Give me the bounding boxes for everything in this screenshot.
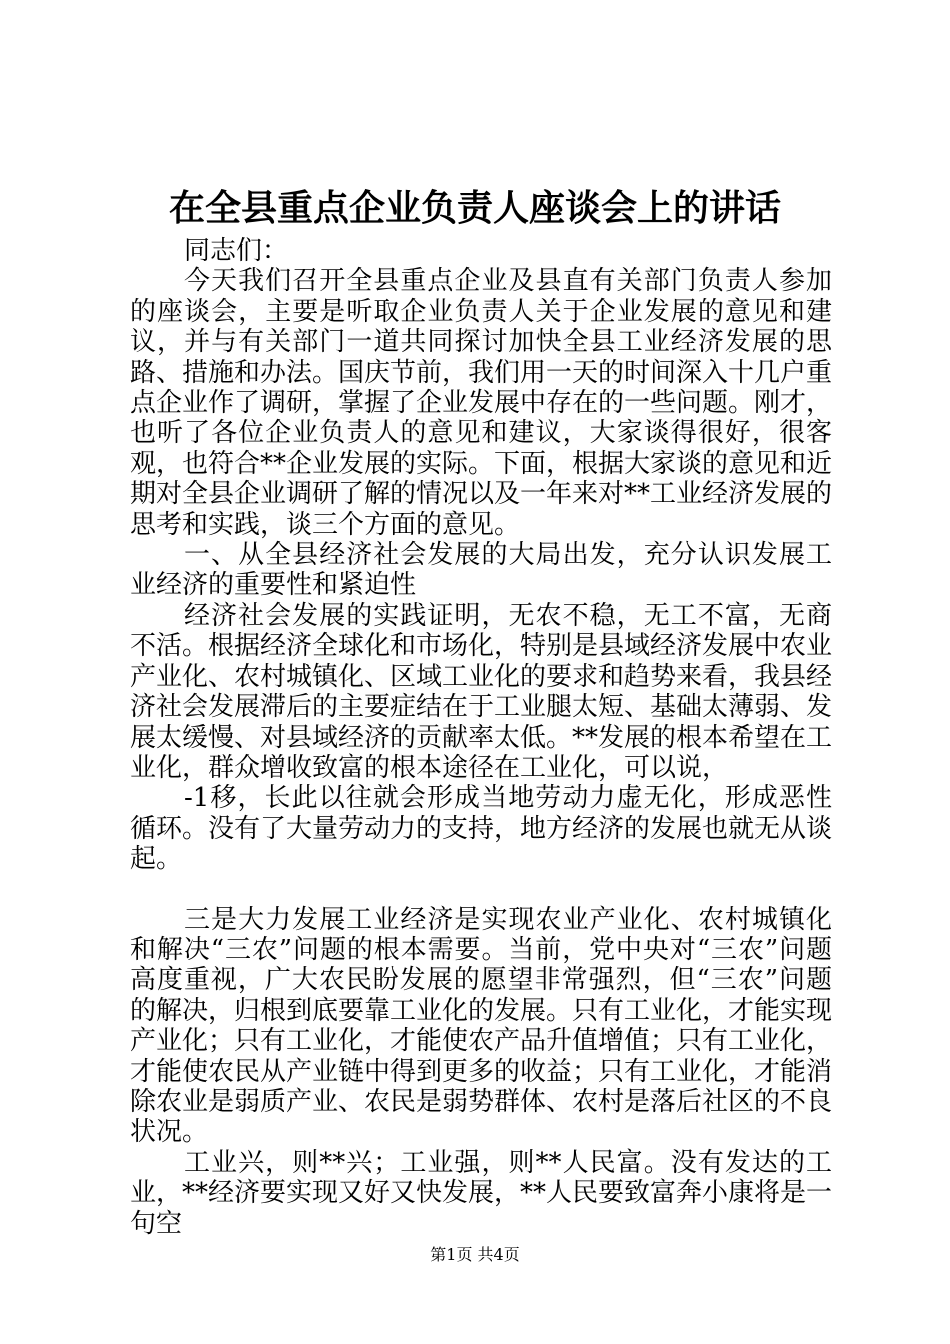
document-body — [130, 236, 832, 1239]
section-heading-one: 一、从全县经济社会发展的大局出发，充分认识发展工业经济的重要性和紧迫性 — [130, 540, 832, 601]
paragraph-practice: 经济社会发展的实践证明，无农不稳，无工不富，无商不活。根据经济全球化和市场化，特别是县域经济发展中农业产业化、农村城镇化、区域工业化的要求和趋势来看，我县经济社会发展滞后的主要症结在于工业腿太短、基础太薄弱、发展太缓慢、对县域经济的贡献率太低。**发展的根本希望在工业化，群众增收致富的根本途径在工业化，可以说， — [130, 600, 833, 783]
document-title: 在全县重点企业负责人座谈会上的讲话 — [168, 188, 781, 229]
salutation: 同志们： — [184, 236, 289, 266]
paragraph-point-three: 三是大力发展工业经济是实现农业产业化、农村城镇化和解决“三农”问题的根本需要。当前，党中央对“三农”问题高度重视，广大农民盼发展的愿望非常强烈，但“三农”问题的解决，归根到底要靠工业化的发展。只有工业化，才能实现产业化；只有工业化，才能使农产品升值增值；只有工业化，才能使农民从产业链中得到更多的收益；只有工业化，才能消除农业是弱质产业、农民是弱势群体、农村是落后社区的不良状况。 — [130, 904, 833, 1148]
paragraph-labor: -1移，长此以往就会形成当地劳动力虚无化，形成恶性循环。没有了大量劳动力的支持，地方经济的发展也就无从谈起。 — [130, 783, 833, 875]
paragraph-gap — [130, 875, 832, 905]
page-number: 第1页 共4页 — [430, 1245, 520, 1264]
paragraph-industry: 工业兴，则**兴；工业强，则**人民富。没有发达的工业，**经济要实现又好又快发展，**人民要致富奔小康将是一句空 — [130, 1147, 833, 1239]
paragraph-intro: 今天我们召开全县重点企业及县直有关部门负责人参加的座谈会，主要是听取企业负责人关于企业发展的意见和建议，并与有关部门一道共同探讨加快全县工业经济发展的思路、措施和办法。国庆节前，我们用一天的时间深入十几户重点企业作了调研，掌握了企业发展中存在的一些问题。刚才，也听了各位企业负责人的意见和建议，大家谈得很好，很客观，也符合**企业发展的实际。下面，根据大家谈的意见和近期对全县企业调研了解的情况以及一年来对**工业经济发展的思考和实践，谈三个方面的意见。 — [130, 266, 833, 540]
